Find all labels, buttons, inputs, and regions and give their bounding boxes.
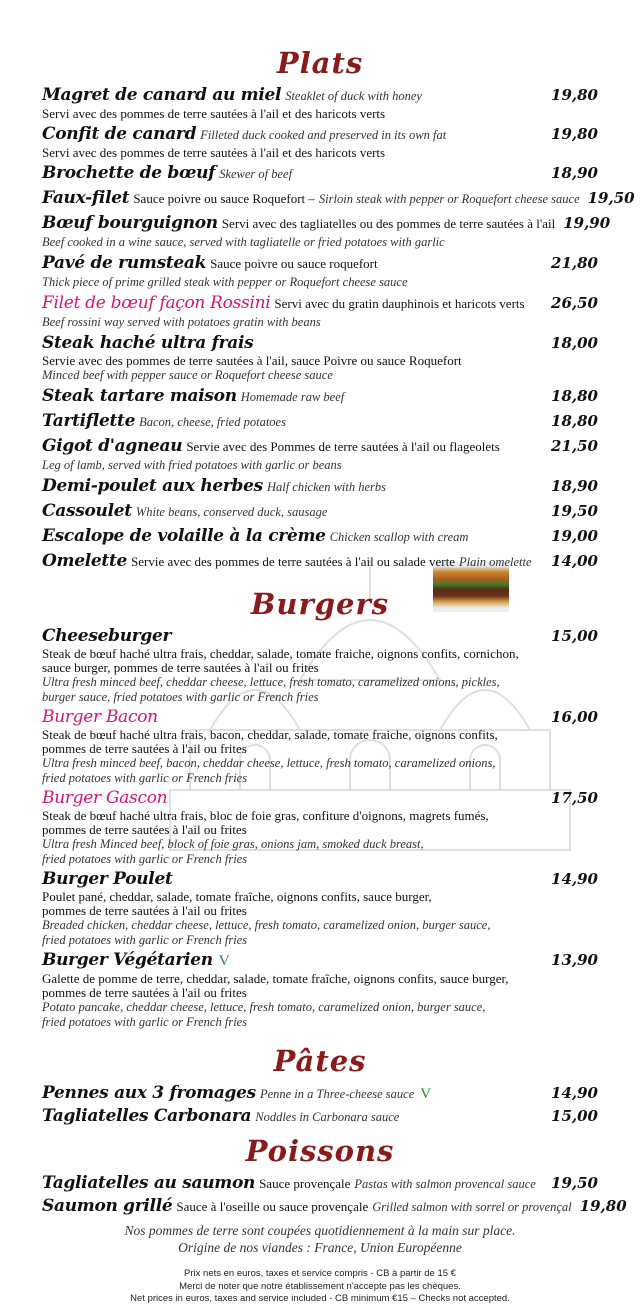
dish-detail: fried potatoes with garlic or French fries	[42, 771, 248, 785]
dish-detail: Steak de bœuf haché ultra frais, bloc de foie gras, confiture d'oignons, magrets fumés,	[42, 808, 489, 823]
dish-detail: Breaded chicken, cheddar cheese, lettuce, fresh tomato, caramelized onion, burger sauce,	[42, 918, 491, 932]
dish-detail: Galette de pomme de terre, cheddar, salade, tomate fraîche, oignons confits, sauce burger,	[42, 971, 509, 986]
menu-item	[42, 1195, 627, 1218]
menu-item-row	[42, 706, 598, 728]
dish-description-en: Penne in a Three-cheese sauce	[259, 1087, 415, 1101]
dish-description-en: Grilled salmon with sorrel or provençal	[372, 1200, 572, 1214]
menu-item-row	[42, 410, 598, 433]
dish-detail: Servi avec des pommes de terre sautées à l'ail et des haricots verts	[42, 145, 386, 160]
dish-name: Omelette	[42, 551, 128, 571]
dish-price: 19,50	[587, 189, 635, 207]
notes	[42, 1222, 598, 1256]
dish-price: 15,00	[551, 627, 598, 645]
dish-name: Pennes aux 3 fromages	[42, 1083, 256, 1103]
menu-item-row	[42, 332, 598, 354]
dish-name: Pavé de rumsteak	[42, 253, 207, 273]
section-title-0: Plats	[276, 46, 364, 80]
menu-item-row	[42, 84, 598, 107]
menu-item-row	[42, 435, 598, 458]
dish-name: Demi-poulet aux herbes	[42, 476, 263, 496]
dish-detail: Beef rossini way served with potatoes gratin with beans	[42, 315, 321, 329]
section-title-2: Pâtes	[273, 1044, 367, 1078]
menu-item	[42, 1105, 598, 1128]
dish-price: 26,50	[551, 294, 598, 312]
menu-item-row	[42, 1105, 598, 1128]
dish-price: 15,00	[551, 1107, 598, 1125]
dish-price: 19,50	[551, 1174, 598, 1192]
dish-detail: fried potatoes with garlic or French fries	[42, 933, 248, 947]
menu-item	[42, 706, 598, 786]
dish-price: 18,00	[551, 334, 598, 352]
dish-detail: Steak de bœuf haché ultra frais, cheddar, salade, tomate fraiche, oignons confits, cornichon,	[42, 646, 519, 661]
dish-price: 21,80	[551, 254, 598, 272]
menu-item	[42, 868, 598, 948]
dish-name: Gigot d'agneau	[42, 436, 183, 456]
dish-price: 21,50	[551, 437, 598, 455]
dish-price: 19,80	[551, 125, 598, 143]
menu-item	[42, 385, 598, 408]
menu-item	[42, 187, 635, 210]
footer	[42, 1268, 598, 1306]
menu-item-row	[42, 868, 598, 890]
dish-price: 13,90	[551, 951, 598, 969]
dish-detail: Poulet pané, cheddar, salade, tomate fraîche, oignons confits, sauce burger,	[42, 889, 432, 904]
dish-price: 18,80	[551, 387, 598, 405]
menu-item-row	[42, 525, 598, 548]
menu-item	[42, 787, 598, 867]
dish-name: Burger Poulet	[42, 869, 173, 889]
dish-description-en: Pastas with salmon provencal sauce	[354, 1177, 536, 1191]
dish-detail: Servi avec des pommes de terre sautées à l'ail et des haricots verts	[42, 106, 386, 121]
dish-description-fr: Sauce provençale	[259, 1176, 351, 1191]
dish-detail: Potato pancake, cheddar cheese, lettuce, fresh tomato, caramelized onion, burger sauce,	[42, 1000, 486, 1014]
menu-item-row	[42, 1172, 598, 1195]
dish-description-fr: Servi avec des tagliatelles ou des pommes de terre sautées à l'ail	[221, 216, 556, 231]
dish-name: Escalope de volaille à la crème	[42, 526, 326, 546]
dish-detail: Steak de bœuf haché ultra frais, bacon, cheddar, salade, tomate fraiche, oignons confits,	[42, 727, 498, 742]
menu-item-row	[42, 949, 598, 972]
dish-description-en: Steaklet of duck with honey	[285, 89, 422, 103]
menu-item-row	[42, 1195, 627, 1218]
dish-name: Filet de bœuf façon Rossini	[42, 293, 271, 313]
menu-item	[42, 949, 598, 1030]
menu-item	[42, 1172, 598, 1195]
dish-detail: sauce burger, pommes de terre sautées à l'ail ou frites	[42, 660, 319, 675]
menu-item-row	[42, 162, 598, 185]
dish-price: 19,90	[563, 214, 611, 232]
dish-detail: burger sauce, fried potatoes with garlic or French fries	[42, 690, 319, 704]
dish-detail: pommes de terre sautées à l'ail ou frites	[42, 822, 247, 837]
menu-item-row	[42, 500, 598, 523]
footer-line: Net prices in euros, taxes and service included - CB minimum €15 – Checks not accepted.	[130, 1293, 510, 1304]
dish-detail: Servie avec des pommes de terre sautées à l'ail, sauce Poivre ou sauce Roquefort	[42, 353, 462, 368]
dish-price: 18,90	[551, 477, 598, 495]
dish-detail: Minced beef with pepper sauce or Roquefort cheese sauce	[42, 368, 333, 382]
menu-item	[42, 332, 598, 383]
dish-name: Steak tartare maison	[42, 386, 237, 406]
dish-name: Tartiflette	[42, 411, 136, 431]
menu-item-row	[42, 1082, 598, 1105]
dish-description-en: Sirloin steak with pepper or Roquefort cheese sauce	[318, 192, 580, 206]
menu-item	[42, 525, 598, 548]
dish-name: Cassoulet	[42, 501, 132, 521]
dish-description-en: Skewer of beef	[219, 167, 293, 181]
vegetarian-icon: V	[420, 1086, 432, 1102]
menu-item	[42, 212, 611, 250]
menu-item-row	[42, 292, 598, 315]
dish-price: 19,00	[551, 527, 598, 545]
dish-name: Magret de canard au miel	[42, 85, 282, 105]
section-title-1: Burgers	[250, 587, 390, 621]
dish-description-en: Filleted duck cooked and preserved in its own fat	[200, 128, 447, 142]
menu-item-row	[42, 475, 598, 498]
dish-price: 14,00	[551, 552, 598, 570]
dish-name: Confit de canard	[42, 124, 197, 144]
menu-item	[42, 162, 598, 185]
dish-description-fr: Servie avec des pommes de terre sautées à l'ail ou salade verte	[131, 554, 455, 569]
dish-price: 19,50	[551, 502, 598, 520]
dish-description-fr: Sauce poivre ou sauce roquefort	[210, 256, 378, 271]
menu-item	[42, 435, 598, 473]
vegetarian-icon: V	[218, 953, 230, 969]
dish-description-en: Noddles in Carbonara sauce	[255, 1110, 400, 1124]
dish-description-en: Half chicken with herbs	[266, 480, 387, 494]
dish-detail: pommes de terre sautées à l'ail ou frites	[42, 741, 247, 756]
dish-name: Tagliatelles au saumon	[42, 1173, 256, 1193]
dish-price: 17,50	[551, 789, 598, 807]
dish-detail: Beef cooked in a wine sauce, served with tagliatelle or fried potatoes with garlic	[42, 235, 445, 249]
dish-description-fr: Servie avec des Pommes de terre sautées à l'ail ou flageolets	[186, 439, 500, 454]
dish-detail: Ultra fresh Minced beef, block of foie gras, onions jam, smoked duck breast,	[42, 837, 424, 851]
dish-description-en: Homemade raw beef	[240, 390, 345, 404]
dish-price: 19,80	[551, 86, 598, 104]
dish-detail: fried potatoes with garlic or French fries	[42, 852, 248, 866]
dish-description-en: Plain omelette	[458, 555, 532, 569]
dish-name: Burger Végétarien	[42, 950, 213, 970]
menu-item	[42, 625, 598, 705]
dish-name: Saumon grillé	[42, 1196, 173, 1216]
menu-item-row	[42, 550, 598, 573]
dish-name: Burger Gascon	[42, 788, 168, 808]
dish-price: 19,80	[579, 1197, 627, 1215]
menu-item	[42, 84, 598, 121]
footer-line: Prix nets en euros, taxes et service compris - CB à partir de 15 €	[184, 1268, 456, 1279]
dish-price: 18,90	[551, 164, 598, 182]
dish-detail: pommes de terre sautées à l'ail ou frites	[42, 985, 247, 1000]
dish-name: Tagliatelles Carbonara	[42, 1106, 252, 1126]
section-title-3: Poissons	[245, 1134, 395, 1168]
menu-item-row	[42, 385, 598, 408]
dish-name: Bœuf bourguignon	[42, 213, 218, 233]
dish-name: Brochette de bœuf	[42, 163, 216, 183]
menu-item-row	[42, 625, 598, 647]
menu	[42, 46, 635, 1306]
menu-item	[42, 475, 598, 498]
menu-item-row	[42, 252, 598, 275]
dish-description-fr: Servi avec du gratin dauphinois et haricots verts	[274, 296, 525, 311]
footer-line: Merci de noter que notre établissement n'accepte pas les chèques.	[179, 1280, 461, 1292]
dish-description-fr: Sauce poivre ou sauce Roquefort –	[133, 191, 315, 206]
dish-name: Cheeseburger	[42, 626, 172, 646]
dish-detail: fried potatoes with garlic or French fries	[42, 1015, 248, 1029]
dish-name: Burger Bacon	[42, 707, 158, 727]
dish-price: 18,80	[551, 412, 598, 430]
dish-detail: pommes de terre sautées à l'ail ou frites	[42, 903, 247, 918]
dish-name: Steak haché ultra frais	[42, 333, 254, 353]
note-line: Nos pommes de terre sont coupées quotidiennement à la main sur place.	[124, 1223, 516, 1238]
dish-price: 16,00	[551, 708, 598, 726]
dish-price: 14,90	[551, 870, 598, 888]
menu-item	[42, 123, 598, 160]
dish-detail: Ultra fresh minced beef, cheddar cheese, lettuce, fresh tomato, caramelized onions, pickles,	[42, 675, 500, 689]
menu-item	[42, 1082, 598, 1105]
menu-item-row	[42, 123, 598, 146]
dish-detail: Thick piece of prime grilled steak with pepper or Roquefort cheese sauce	[42, 275, 408, 289]
dish-description-fr: Sauce à l'oseille ou sauce provençale	[176, 1199, 369, 1214]
dish-description-en: Chicken scallop with cream	[329, 530, 469, 544]
dish-price: 14,90	[551, 1084, 598, 1102]
menu-item-row	[42, 187, 635, 210]
menu-item-row	[42, 212, 611, 235]
menu-item	[42, 252, 598, 290]
menu-item	[42, 292, 598, 330]
dish-description-en: White beans, conserved duck, sausage	[135, 505, 328, 519]
note-line: Origine de nos viandes : France, Union Européenne	[178, 1240, 462, 1255]
menu-item	[42, 500, 598, 523]
dish-detail: Ultra fresh minced beef, bacon, cheddar cheese, lettuce, fresh tomato, caramelized onions,	[42, 756, 496, 770]
menu-item	[42, 410, 598, 433]
dish-name: Faux-filet	[42, 188, 130, 208]
dish-detail: Leg of lamb, served with fried potatoes with garlic or beans	[42, 458, 342, 472]
menu-item	[42, 550, 598, 573]
dish-description-en: Bacon, cheese, fried potatoes	[139, 415, 286, 429]
menu-item-row	[42, 787, 598, 809]
